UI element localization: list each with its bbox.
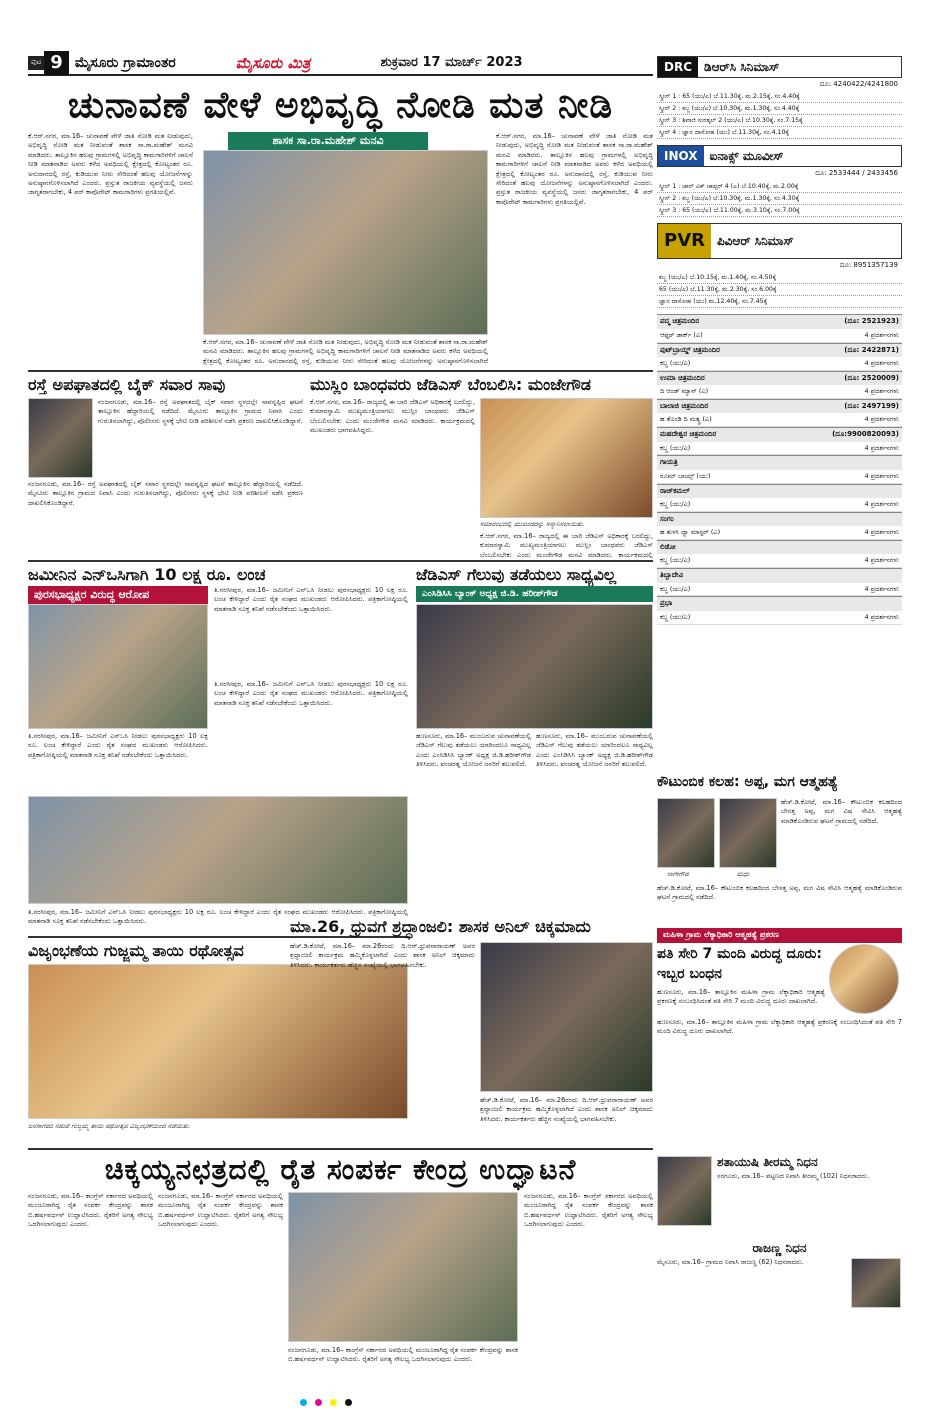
story8-photo — [288, 1192, 518, 1342]
theatre-name: ಪ್ರಭಾ — [657, 596, 902, 610]
section-title: ಮೈಸೂರು ಗ್ರಾಮಾಂತರ — [74, 54, 176, 71]
theatre-name: ಪದ್ಮ ಚಿತ್ರಮಂದಿರ (ದೂ: 2521923) — [657, 314, 902, 328]
event-photo — [28, 796, 408, 904]
screen-listing: ಕಬ್ಜ (ಯು/ಎ) ಬೆ.10.15ಕ್ಕೆ, ಮ.1.40ಕ್ಕೆ, ಸಂ.4.50ಕ್ಕೆ — [657, 272, 902, 284]
divider — [28, 370, 653, 372]
theatre-show: ರೂಮ್ ಬಾಯ್ಸ್ (ಯು) 4 ಪ್ರದರ್ಶನಗಳು — [657, 470, 902, 484]
screen-listing: ಸ್ಕ್ರೀನ್ 2 : ಕಬ್ಜ (ಯು/ಎ) ಬೆ.10.30ಕ್ಕೆ, ಮ.1.30ಕ್ಕೆ, ಸಂ.4.40ಕ್ಕೆ — [657, 103, 902, 115]
theatre-show: ಕಬ್ಜ (ಯು/ಎ) 4 ಪ್ರದರ್ಶನಗಳು — [657, 554, 902, 568]
story2-photo — [28, 398, 93, 478]
lead-body-left: ಕೆ.ಆರ್.ನಗರ, ಮಾ.16– ಚುನಾವಣೆ ವೇಳೆ ಜಾತಿ ನೋಡಿ ಮತ ನೀಡುವುದು, ಅಭಿವೃದ್ಧಿ ನೋಡಿ ಮತ ನೀಡುವಂತೆ ಶಾಸಕ ಸಾ.ರಾ.ಮಹೇಶ್ ಮನವಿ ಮಾಡಿದರು. ತಾಲ್ಲೂಕಿನ ಹಲವು ಗ್ರಾಮಗಳಲ್ಲಿ ಅಭಿವೃದ್ಧಿ ಕಾಮಗಾರಿಗಳಿಗೆ ಚಾಲನೆ ನೀಡಿ ಮಾತನಾಡಿದ ಅವರು ಕಳೆದ ಅವಧಿಯಲ್ಲಿ ಕ್ಷೇತ್ರದಲ್ಲಿ ಕೋಟ್ಯಂತರ ರೂ. ಅನುದಾನದಲ್ಲಿ ರಸ್ತೆ, ಕುಡಿಯುವ ನೀರು ಸೇರಿದಂತೆ ಹಲವು ಯೋಜನೆಗಳನ್ನು ಅನುಷ್ಠಾನಗೊಳಿಸಲಾಗಿದೆ ಎಂದರು. ಪ್ರಸ್ತುತ ರಾಜಕೀಯ ವ್ಯವಸ್ಥೆಯಲ್ಲಿ ಜನರು ಜಾಗೃತರಾಗಬೇಕು, 4 ಪರ್ ಕಾಪೊರೇಟ್ ಕಾಮಗಾರಿಗಳು ಪ್ರಗತಿಯಲ್ಲಿವೆ. — [28, 132, 193, 197]
story7-body: ಹೆಚ್.ಡಿ.ಕೋಟೆ, ಮಾ.16– ಮಾ.26ರಂದು ದಿ.ಆರ್.ಧ್ರುವನಾರಾಯಣ್ ಅವರ ಶ್ರದ್ಧಾಂಜಲಿ ಕಾರ್ಯಕ್ರಮ ಹಮ್ಮಿಕೊಳ್ಳಲಾಗಿದೆ ಎಂದು ಶಾಸಕ ಅನಿಲ್ ಚಿಕ್ಕಮಾದು ತಿಳಿಸಿದರು. ಕಾರ್ಯಕರ್ತರು ಹೆಚ್ಚಿನ ಸಂಖ್ಯೆಯಲ್ಲಿ ಭಾಗವಹಿಸಬೇಕು. — [290, 942, 475, 969]
lead-body-mid: ಕೆ.ಆರ್.ನಗರ, ಮಾ.16– ಚುನಾವಣೆ ವೇಳೆ ಜಾತಿ ನೋಡಿ ಮತ ನೀಡುವುದು, ಅಭಿವೃದ್ಧಿ ನೋಡಿ ಮತ ನೀಡುವಂತೆ ಶಾಸಕ ಸಾ.ರಾ.ಮಹೇಶ್ ಮನವಿ ಮಾಡಿದರು. ತಾಲ್ಲೂಕಿನ ಹಲವು ಗ್ರಾಮಗಳಲ್ಲಿ ಅಭಿವೃದ್ಧಿ ಕಾಮಗಾರಿಗಳಿಗೆ ಚಾಲನೆ ನೀಡಿ ಮಾತನಾಡಿದ ಅವರು ಕಳೆದ ಅವಧಿಯಲ್ಲಿ ಕ್ಷೇತ್ರದಲ್ಲಿ ಕೋಟ್ಯಂತರ ರೂ. ಅನುದಾನದಲ್ಲಿ ರಸ್ತೆ, ಕುಡಿಯುವ ನೀರು ಸೇರಿದಂತೆ ಹಲವು ಯೋಜನೆಗಳನ್ನು ಅನುಷ್ಠಾನಗೊಳಿಸಲಾಗಿದೆ — [203, 338, 488, 365]
theatre-show: ಹ ತೊಂಡಿ ದಿ ಮತ್ಯ್ರ (ಎ) 4 ಪ್ರದರ್ಶನಗಳು — [657, 413, 902, 427]
story6-headline: ವಿಜೃಂಭಣೆಯ ಗುಜ್ಜಮ್ಮ ತಾಯಿ ರಥೋತ್ಸವ — [28, 941, 244, 960]
cinema-block-pvr — [657, 223, 902, 259]
theatre-name: ಬಾಲಾಜಿ ಚಿತ್ರಮಂದಿರ (ದೂ: 2497199) — [657, 399, 902, 413]
screen-listing: ಸ್ಕ್ರೀನ್ 3 : ಶಿವಾಜಿ ಸುರತ್ಕಲ್ 2 (ಯು/ಎ) ಬೆ.10.30ಕ್ಕೆ, ಸಂ.7.15ಕ್ಕೆ — [657, 115, 902, 127]
right-column — [657, 52, 902, 625]
theatre-show: ದಿ ಆಂಡ್ ಮ್ಯಾನ್ (ಎ) 4 ಪ್ರದರ್ಶನಗಳು — [657, 385, 902, 399]
story8-body-2: ನಂಜನಗೂಡು, ಮಾ.16– ಕಾಂಗ್ರೆಸ್ ಸರ್ಕಾರದ ಅವಧಿಯಲ್ಲಿ ಮಂಜೂರಾಗಿದ್ದ ರೈತ ಸಂಪರ್ಕ ಕೇಂದ್ರವನ್ನು ಶಾಸಕ ಬಿ.ಹರ್ಷವರ್ಧನ್ ಉದ್ಘಾಟಿಸಿದರು. ರೈತರಿಗೆ ಅಗತ್ಯ ಸೌಲಭ್ಯ ಒದಗಿಸಲಾಗುವುದು ಎಂದರು. — [158, 1192, 283, 1229]
event-caption: ತಿ.ನರಸೀಪುರ, ಮಾ.16– ಜಮೀನಿಗೆ ಎನ್‌ಒಸಿ ನೀಡಲು ಪುರಸಭಾಧ್ಯಕ್ಷರು 10 ಲಕ್ಷ ರೂ. ಲಂಚ ಕೇಳಿದ್ದಾರೆ ಎಂದು ರೈತ ಸಂಘದ ಮುಖಂಡರು ಆರೋಪಿಸಿದರು. ಪತ್ರಿಕಾಗೋಷ್ಠಿಯಲ್ಲಿ ಮಾತನಾಡಿ ಸೂಕ್ತ ತನಿಖೆ ನಡೆಸಬೇಕೆಂದು ಒತ್ತಾಯಿಸಿದರು. — [28, 908, 408, 926]
theatre-name: ತಿಬ್ಬಾದೇವಿ — [657, 568, 902, 582]
cinema-block-drc — [657, 56, 902, 78]
story4-body-right: ತಿ.ನರಸೀಪುರ, ಮಾ.16– ಜಮೀನಿಗೆ ಎನ್‌ಒಸಿ ನೀಡಲು ಪುರಸಭಾಧ್ಯಕ್ಷರು 10 ಲಕ್ಷ ರೂ. ಲಂಚ ಕೇಳಿದ್ದಾರೆ ಎಂದು ರೈತ ಸಂಘದ ಮುಖಂಡರು ಆರೋಪಿಸಿದರು. ಪತ್ರಿಕಾಗೋಷ್ಠಿಯಲ್ಲಿ ಮಾತನಾಡಿ ಸೂಕ್ತ ತನಿಖೆ ನಡೆಸಬೇಕೆಂದು ಒತ್ತಾಯಿಸಿದರು. — [214, 586, 408, 613]
story5-body: ಹುಣಸೂರು, ಮಾ.16– ಮುಂಬರುವ ಚುನಾವಣೆಯಲ್ಲಿ ಜೆಡಿಎಸ್ ಗೆಲುವು ತಡೆಯಲು ಯಾರಿಂದಲೂ ಸಾಧ್ಯವಿಲ್ಲ ಎಂದು ಎಂಸಿಡಿಸಿಸಿ ಬ್ಯಾಂಕ್ ಅಧ್ಯಕ್ಷ ಜಿ.ಡಿ.ಹರೀಶ್‌ಗೌಡ ತಿಳಿಸಿದರು. ಪಂಚರತ್ನ ಯೋಜನೆ ಜನರಿಗೆ ತಲುಪಲಿದೆ. — [416, 732, 531, 769]
screen-listing: ಸ್ಕ್ರೀನ್ 1 : 65 (ಯು/ಎ) ಬೆ.11.30ಕ್ಕೆ, ಮ.2.15ಕ್ಕೆ, ಸಂ.4.40ಕ್ಕೆ — [657, 91, 902, 103]
theatre-show: ಕಬ್ಜ (ಯು/ಎ) 4 ಪ್ರದರ್ಶನಗಳು — [657, 498, 902, 512]
theatre-name: ಉಮಾ ಚಿತ್ರಮಂದಿರ (ದೂ: 2520009) — [657, 371, 902, 385]
story3-body-cont: ಕೆ.ಆರ್.ನಗರ, ಮಾ.16– ರಾಜ್ಯದಲ್ಲಿ ಈ ಬಾರಿ ಜೆಡಿಎಸ್ ಅಧಿಕಾರಕ್ಕೆ ಬರಲಿದ್ದು, ಕುಮಾರಸ್ವಾಮಿ ಮುಖ್ಯಮಂತ್ರಿಯಾಗಲು ಮುಸ್ಲಿಂ ಬಾಂಧವರು ಜೆಡಿಎಸ್ ಬೆಂಬಲಿಸಬೇಕು ಎಂದು ಮಂಜೇಗೌಡ ಮನವಿ ಮಾಡಿದರು. ಕಾರ್ಯಕ್ರಮದಲ್ಲಿ — [480, 532, 653, 558]
cinema-phone: ದೂ: 2533444 / 2433456 — [815, 169, 898, 178]
divider — [28, 560, 653, 562]
story6-caption: ಜನಸಾಗರದ ನಡುವೆ ಗುಜ್ಜಮ್ಮ ತಾಯಿ ರಥೋತ್ಸವ ವಿಜೃಂಭಣೆಯಿಂದ ನಡೆಯಿತು. — [28, 1122, 191, 1130]
portrait-left — [657, 798, 715, 868]
story5-body-cont: ಹುಣಸೂರು, ಮಾ.16– ಮುಂಬರುವ ಚುನಾವಣೆಯಲ್ಲಿ ಜೆಡಿಎಸ್ ಗೆಲುವು ತಡೆಯಲು ಯಾರಿಂದಲೂ ಸಾಧ್ಯವಿಲ್ಲ ಎಂದು ಎಂಸಿಡಿಸಿಸಿ ಬ್ಯಾಂಕ್ ಅಧ್ಯಕ್ಷ ಜಿ.ಡಿ.ಹರೀಶ್‌ಗೌಡ ತಿಳಿಸಿದರು. ಪಂಚರತ್ನ ಯೋಜನೆ ಜನರಿಗೆ ತಲುಪಲಿದೆ. — [536, 732, 653, 769]
obit1-photo — [657, 1156, 712, 1226]
drc-logo: DRC — [658, 57, 698, 77]
news-area — [28, 80, 653, 1410]
screen-listing: ಸ್ಕ್ರೀನ್ 4 : ಜ್ಞಾನ ದಾಸೋಹ (ಯು) ಬೆ.11.30ಕ್ಕೆ, ಸಂ.4.10ಕ್ಕೆ — [657, 127, 902, 139]
story3-body: ಕೆ.ಆರ್.ನಗರ, ಮಾ.16– ರಾಜ್ಯದಲ್ಲಿ ಈ ಬಾರಿ ಜೆಡಿಎಸ್ ಅಧಿಕಾರಕ್ಕೆ ಬರಲಿದ್ದು, ಕುಮಾರಸ್ವಾಮಿ ಮುಖ್ಯಮಂತ್ರಿಯಾಗಲು ಮುಸ್ಲಿಂ ಬಾಂಧವರು ಜೆಡಿಎಸ್ ಬೆಂಬಲಿಸಬೇಕು ಎಂದು ಮಂಜೇಗೌಡ ಮನವಿ ಮಾಡಿದರು. ಕಾರ್ಯಕ್ರಮದಲ್ಲಿ ಮುಖಂಡರು ಭಾಗವಹಿಸಿದ್ದರು. — [310, 398, 475, 435]
page-number: 9 — [44, 51, 69, 75]
theatre-show: ಹ ತುಳಸಿ ದ್ವಾ ಮಾಸ್ಟರ್ (ಎ) 4 ಪ್ರದರ್ಶನಗಳು — [657, 526, 902, 540]
lead-photo — [203, 150, 488, 335]
theatre-name: ಪುಟ್‌ಬ್ರಾಯ್ಡ್ ಚಿತ್ರಮಂದಿರ (ದೂ: 2422871) — [657, 343, 902, 357]
story2-body-cont: ನಂಜನಗೂಡು, ಮಾ.16– ರಸ್ತೆ ಅಪಘಾತದಲ್ಲಿ ಬೈಕ್ ಸವಾರ ಸ್ಥಳದಲ್ಲೇ ಸಾವನ್ನಪ್ಪಿದ ಘಟನೆ ತಾಲ್ಲೂಕಿನ ಹೆದ್ದಾರಿಯಲ್ಲಿ ನಡೆದಿದೆ. ಮೈಸೂರು ತಾಲ್ಲೂಕಿನ ಗ್ರಾಮದ ನಿವಾಸಿ ಎಂದು ಗುರುತಿಸಲಾಗಿದ್ದು, ಪೊಲೀಸರು ಸ್ಥಳಕ್ಕೆ ಭೇಟಿ ನೀಡಿ ಪರಿಶೀಲನೆ ನಡೆಸಿ ಪ್ರಕರಣ ದಾಖಲಿಸಿಕೊಂಡಿದ್ದಾರೆ. — [28, 480, 303, 507]
story8-body-3: ನಂಜನಗೂಡು, ಮಾ.16– ಕಾಂಗ್ರೆಸ್ ಸರ್ಕಾರದ ಅವಧಿಯಲ್ಲಿ ಮಂಜೂರಾಗಿದ್ದ ರೈತ ಸಂಪರ್ಕ ಕೇಂದ್ರವನ್ನು ಶಾಸಕ ಬಿ.ಹರ್ಷವರ್ಧನ್ ಉದ್ಘಾಟಿಸಿದರು. ರೈತರಿಗೆ ಅಗತ್ಯ ಸೌಲಭ್ಯ ಒದಗಿಸಲಾಗುವುದು ಎಂದರು. — [288, 1346, 518, 1364]
story4-body-cont: ತಿ.ನರಸೀಪುರ, ಮಾ.16– ಜಮೀನಿಗೆ ಎನ್‌ಒಸಿ ನೀಡಲು ಪುರಸಭಾಧ್ಯಕ್ಷರು 10 ಲಕ್ಷ ರೂ. ಲಂಚ ಕೇಳಿದ್ದಾರೆ ಎಂದು ರೈತ ಸಂಘದ ಮುಖಂಡರು ಆರೋಪಿಸಿದರು. ಪತ್ರಿಕಾಗೋಷ್ಠಿಯಲ್ಲಿ ಮಾತನಾಡಿ ಸೂಕ್ತ ತನಿಖೆ ನಡೆಸಬೇಕೆಂದು ಒತ್ತಾಯಿಸಿದರು. — [214, 680, 408, 707]
cinema-phone: ದೂ: 8951357139 — [839, 260, 898, 269]
cinema-title: ಡಿಆರ್‌ಸಿ ಸಿನಿಮಾಸ್ — [704, 59, 780, 74]
pvr-logo: PVR — [658, 224, 711, 258]
lead-body-right: ಕೆ.ಆರ್.ನಗರ, ಮಾ.16– ಚುನಾವಣೆ ವೇಳೆ ಜಾತಿ ನೋಡಿ ಮತ ನೀಡುವುದು, ಅಭಿವೃದ್ಧಿ ನೋಡಿ ಮತ ನೀಡುವಂತೆ ಶಾಸಕ ಸಾ.ರಾ.ಮಹೇಶ್ ಮನವಿ ಮಾಡಿದರು. ತಾಲ್ಲೂಕಿನ ಹಲವು ಗ್ರಾಮಗಳಲ್ಲಿ ಅಭಿವೃದ್ಧಿ ಕಾಮಗಾರಿಗಳಿಗೆ ಚಾಲನೆ ನೀಡಿ ಮಾತನಾಡಿದ ಅವರು ಕಳೆದ ಅವಧಿಯಲ್ಲಿ ಕ್ಷೇತ್ರದಲ್ಲಿ ಕೋಟ್ಯಂತರ ರೂ. ಅನುದಾನದಲ್ಲಿ ರಸ್ತೆ, ಕುಡಿಯುವ ನೀರು ಸೇರಿದಂತೆ ಹಲವು ಯೋಜನೆಗಳನ್ನು ಅನುಷ್ಠಾನಗೊಳಿಸಲಾಗಿದೆ ಎಂದರು. ಪ್ರಸ್ತುತ ರಾಜಕೀಯ ವ್ಯವಸ್ಥೆಯಲ್ಲಿ ಜನರು ಜಾಗೃತರಾಗಬೇಕು, 4 ಪರ್ ಕಾಪೊರೇಟ್ ಕಾಮಗಾರಿಗಳು ಪ್ರಗತಿಯಲ್ಲಿವೆ. — [496, 132, 653, 206]
screen-listing: 65 (ಯು/ಎ) ಬೆ.11.30ಕ್ಕೆ, ಮ.2.30ಕ್ಕೆ, ಸಂ.6.00ಕ್ಕೆ — [657, 284, 902, 296]
story10-portrait — [829, 944, 899, 1014]
story2-body: ನಂಜನಗೂಡು, ಮಾ.16– ರಸ್ತೆ ಅಪಘಾತದಲ್ಲಿ ಬೈಕ್ ಸವಾರ ಸ್ಥಳದಲ್ಲೇ ಸಾವನ್ನಪ್ಪಿದ ಘಟನೆ ತಾಲ್ಲೂಕಿನ ಹೆದ್ದಾರಿಯಲ್ಲಿ ನಡೆದಿದೆ. ಮೈಸೂರು ತಾಲ್ಲೂಕಿನ ಗ್ರಾಮದ ನಿವಾಸಿ ಎಂದು ಗುರುತಿಸಲಾಗಿದ್ದು, ಪೊಲೀಸರು ಸ್ಥಳಕ್ಕೆ ಭೇಟಿ ನೀಡಿ ಪರಿಶೀಲನೆ ನಡೆಸಿ ಪ್ರಕರಣ ದಾಖಲಿಸಿಕೊಂಡಿದ್ದಾರೆ. — [98, 398, 303, 425]
theatre-listings — [657, 314, 902, 624]
obit1-headline: ಶತಾಯುಷಿ ತೀರಮ್ಮ ನಿಧನ — [717, 1155, 818, 1169]
story5-headline: ಜೆಡಿಎಸ್ ಗೆಲುವು ತಡೆಯಲು ಸಾಧ್ಯವಿಲ್ಲ — [416, 565, 617, 584]
portrait-left-name: ನಾಗೇಗೌಡ — [667, 870, 689, 878]
story8-body-4: ನಂಜನಗೂಡು, ಮಾ.16– ಕಾಂಗ್ರೆಸ್ ಸರ್ಕಾರದ ಅವಧಿಯಲ್ಲಿ ಮಂಜೂರಾಗಿದ್ದ ರೈತ ಸಂಪರ್ಕ ಕೇಂದ್ರವನ್ನು ಶಾಸಕ ಬಿ.ಹರ್ಷವರ್ಧನ್ ಉದ್ಘಾಟಿಸಿದರು. ರೈತರಿಗೆ ಅಗತ್ಯ ಸೌಲಭ್ಯ ಒದಗಿಸಲಾಗುವುದು ಎಂದರು. — [524, 1192, 653, 1229]
story4-headline: ಜಮೀನಿನ ಎನ್‌ಒಸಿಗಾಗಿ 10 ಲಕ್ಷ ರೂ. ಲಂಚ — [28, 565, 266, 584]
story9-body: ಹೆಚ್.ಡಿ.ಕೋಟೆ, ಮಾ.16– ಕೌಟುಂಬಿಕ ಕಲಹದಿಂದ ಬೇಸತ್ತ ಅಪ್ಪ, ಮಗ ವಿಷ ಸೇವಿಸಿ ಆತ್ಮಹತ್ಯೆ ಮಾಡಿಕೊಂಡಿರುವ ಘಟನೆ ಗ್ರಾಮದಲ್ಲಿ ನಡೆದಿದೆ. — [781, 798, 902, 825]
portrait-right-name: ಮಧು — [737, 870, 750, 878]
obit2-body: ಮೈಸೂರು, ಮಾ.16– ಗ್ರಾಮದ ನಿವಾಸಿ ರಾಜಣ್ಣ (62) ನಿಧನರಾದರು. — [657, 1258, 804, 1266]
theatre-name: ಸಂಗಂ — [657, 512, 902, 526]
story9-headline: ಕೌಟುಂಬಿಕ ಕಲಹ: ಅಪ್ಪ, ಮಗ ಆತ್ಮಹತ್ಯೆ — [657, 774, 838, 790]
cinema-phone: ದೂ: 4240422/4241800 — [819, 80, 898, 88]
theatre-name: ರಾಜ್‌ಕಮಲ್ — [657, 484, 902, 498]
story7-body-cont: ಹೆಚ್.ಡಿ.ಕೋಟೆ, ಮಾ.16– ಮಾ.26ರಂದು ದಿ.ಆರ್.ಧ್ರುವನಾರಾಯಣ್ ಅವರ ಶ್ರದ್ಧಾಂಜಲಿ ಕಾರ್ಯಕ್ರಮ ಹಮ್ಮಿಕೊಳ್ಳಲಾಗಿದೆ ಎಂದು ಶಾಸಕ ಅನಿಲ್ ಚಿಕ್ಕಮಾದು ತಿಳಿಸಿದರು. ಕಾರ್ಯಕರ್ತರು ಹೆಚ್ಚಿನ ಸಂಖ್ಯೆಯಲ್ಲಿ ಭಾಗವಹಿಸಬೇಕು. — [480, 1096, 653, 1123]
obit2-headline: ರಾಜಣ್ಣ ನಿಧನ — [752, 1241, 807, 1255]
story7-headline: ಮಾ.26, ಧ್ರುವಗೆ ಶ್ರದ್ಧಾಂಜಲಿ: ಶಾಸಕ ಅನಿಲ್ ಚಿಕ್ಕಮಾದು — [290, 917, 591, 936]
story10-kicker: ಮಹಿಳಾ ಗ್ರಾಮ ಲೆಕ್ಕಾಧಿಕಾರಿ ಆತ್ಮಹತ್ಯೆ ಪ್ರಕರಣ — [657, 928, 902, 943]
screen-listing: ಸ್ಕ್ರೀನ್ 3 : 65 (ಯು/ಎ) ಬೆ.11.00ಕ್ಕೆ, ಮ.3.10ಕ್ಕೆ, ಸಂ.7.00ಕ್ಕೆ — [657, 205, 902, 217]
screen-listing: ಸ್ಕ್ರೀನ್ 2 : ಕಬ್ಜ (ಯು/ಎ) ಬೆ.10.30ಕ್ಕೆ, ಮ.1.30ಕ್ಕೆ, ಸಂ.4.30ಕ್ಕೆ — [657, 193, 902, 205]
story8-body: ನಂಜನಗೂಡು, ಮಾ.16– ಕಾಂಗ್ರೆಸ್ ಸರ್ಕಾರದ ಅವಧಿಯಲ್ಲಿ ಮಂಜೂರಾಗಿದ್ದ ರೈತ ಸಂಪರ್ಕ ಕೇಂದ್ರವನ್ನು ಶಾಸಕ ಬಿ.ಹರ್ಷವರ್ಧನ್ ಉದ್ಘಾಟಿಸಿದರು. ರೈತರಿಗೆ ಅಗತ್ಯ ಸೌಲಭ್ಯ ಒದಗಿಸಲಾಗುವುದು ಎಂದರು. — [28, 1192, 153, 1229]
portrait-right — [719, 798, 777, 868]
theatre-show: ಕಬ್ಜ (ಯು/ಎ) 4 ಪ್ರದರ್ಶನಗಳು — [657, 611, 902, 625]
obit2-photo — [851, 1258, 901, 1308]
cinema-block-inox — [657, 145, 902, 167]
story3-photo — [480, 398, 653, 518]
story7-photo — [480, 942, 653, 1092]
story3-headline: ಮುಸ್ಲಿಂ ಬಾಂಧವರು ಜೆಡಿಎಸ್ ಬೆಂಬಲಿಸಿ: ಮಂಜೇಗೌಡ — [310, 375, 592, 394]
story10-body-cont: ಹುಣಸೂರು, ಮಾ.16– ತಾಲ್ಲೂಕಿನ ಮಹಿಳಾ ಗ್ರಾಮ ಲೆಕ್ಕಾಧಿಕಾರಿ ಆತ್ಮಹತ್ಯೆ ಪ್ರಕರಣಕ್ಕೆ ಸಂಬಂಧಿಸಿದಂತೆ ಪತಿ ಸೇರಿ 7 ಮಂದಿ ವಿರುದ್ಧ ದೂರು ದಾಖಲಾಗಿದೆ. — [657, 1018, 902, 1036]
obit1-body: ಸರಗೂರು, ಮಾ.16– ಪಟ್ಟಣದ ನಿವಾಸಿ ತೀರಮ್ಮ (102) ನಿಧನರಾದರು. — [717, 1172, 870, 1180]
divider — [28, 1148, 653, 1150]
theatre-show: ಆಫ್ಟರ್ ಡಾರ್ಕ್ (ಎ) 4 ಪ್ರದರ್ಶನಗಳು — [657, 329, 902, 343]
black-mark — [345, 1399, 352, 1406]
story4-body: ತಿ.ನರಸೀಪುರ, ಮಾ.16– ಜಮೀನಿಗೆ ಎನ್‌ಒಸಿ ನೀಡಲು ಪುರಸಭಾಧ್ಯಕ್ಷರು 10 ಲಕ್ಷ ರೂ. ಲಂಚ ಕೇಳಿದ್ದಾರೆ ಎಂದು ರೈತ ಸಂಘದ ಮುಖಂಡರು ಆರೋಪಿಸಿದರು. ಪತ್ರಿಕಾಗೋಷ್ಠಿಯಲ್ಲಿ ಮಾತನಾಡಿ ಸೂಕ್ತ ತನಿಖೆ ನಡೆಸಬೇಕೆಂದು ಒತ್ತಾಯಿಸಿದರು. — [28, 732, 208, 759]
theatre-show: ಕಬ್ಜ (ಯು/ಎ) 4 ಪ್ರದರ್ಶನಗಳು — [657, 583, 902, 597]
issue-date: ಶುಕ್ರವಾರ 17 ಮಾರ್ಚ್ 2023 — [380, 55, 523, 71]
story4-photo — [28, 604, 208, 729]
screen-listing: ಸ್ಕ್ರೀನ್ 1 : ಜಾನ್ ವಿಕ್ ಚಾಪ್ಟರ್ 4 (ಎ) ಬೆ.10.40ಕ್ಕೆ, ಮ.2.00ಕ್ಕೆ — [657, 181, 902, 193]
screen-listing: ಜ್ಞಾನ ದಾಸೋಹ (ಯು) ಮ.12.40ಕ್ಕೆ, ಸಂ.7.45ಕ್ಕೆ — [657, 296, 902, 308]
cinema-title: ಪಿವಿಆರ್ ಸಿನಿಮಾಸ್ — [716, 233, 794, 248]
story3-caption: ಸಮಾರಂಭದಲ್ಲಿ ಮುಖಂಡರನ್ನು ಸನ್ಮಾನಿಸಲಾಯಿತು. — [480, 520, 585, 528]
page-tag: ಪುಟ — [28, 56, 44, 69]
page-header — [28, 52, 653, 76]
story9-body-cont: ಹೆಚ್.ಡಿ.ಕೋಟೆ, ಮಾ.16– ಕೌಟುಂಬಿಕ ಕಲಹದಿಂದ ಬೇಸತ್ತ ಅಪ್ಪ, ಮಗ ವಿಷ ಸೇವಿಸಿ ಆತ್ಮಹತ್ಯೆ ಮಾಡಿಕೊಂಡಿರುವ ಘಟನೆ ಗ್ರಾಮದಲ್ಲಿ ನಡೆದಿದೆ. — [657, 884, 902, 902]
print-color-marks — [300, 1399, 352, 1406]
cinema-title: ಐನಾಕ್ಸ್ ಮೂವೀಸ್ — [709, 149, 784, 164]
story10-body: ಹುಣಸೂರು, ಮಾ.16– ತಾಲ್ಲೂಕಿನ ಮಹಿಳಾ ಗ್ರಾಮ ಲೆಕ್ಕಾಧಿಕಾರಿ ಆತ್ಮಹತ್ಯೆ ಪ್ರಕರಣಕ್ಕೆ ಸಂಬಂಧಿಸಿದಂತೆ ಪತಿ ಸೇರಿ 7 ಮಂದಿ ವಿರುದ್ಧ ದೂರು ದಾಖಲಾಗಿದೆ. — [657, 988, 825, 1006]
story10-headline: ಪತಿ ಸೇರಿ 7 ಮಂದಿ ವಿರುದ್ಧ ದೂರು: ಇಬ್ಬರ ಬಂಧನ — [657, 946, 822, 982]
yellow-mark — [330, 1399, 337, 1406]
lead-kicker: ಶಾಸಕ ಸಾ.ರಾ.ಮಹೇಶ್ ಮನವಿ — [228, 132, 428, 151]
theatre-name: ಮಹದೇಶ್ವರ ಚಿತ್ರಮಂದಿರ (ದೂ:9900820093) — [657, 427, 902, 441]
theatre-show: ಕಬ್ಜ (ಯು/ಎ) 4 ಪ್ರದರ್ಶನಗಳು — [657, 357, 902, 371]
masthead-logo: ಮೈಸೂರು ಮಿತ್ರ — [235, 53, 311, 72]
lead-headline: ಚುನಾವಣೆ ವೇಳೆ ಅಭಿವೃದ್ಧಿ ನೋಡಿ ಮತ ನೀಡಿ — [67, 85, 614, 126]
story5-kicker: ಎಂಸಿಡಿಸಿಸಿ ಬ್ಯಾಂಕ್ ಅಧ್ಯಕ್ಷ ಜಿ.ಡಿ. ಹರೀಶ್‌ಗೌಡ — [416, 586, 653, 602]
right-briefs — [657, 772, 902, 1412]
cyan-mark — [300, 1399, 307, 1406]
theatre-name: ಗಾಯತ್ರಿ — [657, 455, 902, 469]
theatre-show: ಕಬ್ಜ (ಯು/ಎ) 4 ಪ್ರದರ್ಶನಗಳು — [657, 442, 902, 456]
theatre-name: ಲಿಡೋ — [657, 540, 902, 554]
story2-headline: ರಸ್ತೆ ಅಪಘಾತದಲ್ಲಿ ಬೈಕ್ ಸವಾರ ಸಾವು — [28, 375, 226, 394]
magenta-mark — [315, 1399, 322, 1406]
inox-logo: INOX — [658, 146, 704, 166]
story5-photo — [416, 604, 653, 729]
story8-headline: ಚಿಕ್ಕಯ್ಯನಛತ್ರದಲ್ಲಿ ರೈತ ಸಂಪರ್ಕ ಕೇಂದ್ರ ಉದ್ಘಾಟನೆ — [104, 1153, 577, 1186]
story4-kicker: ಪುರಸಭಾಧ್ಯಕ್ಷರ ವಿರುದ್ಧ ಆರೋಪ — [28, 586, 208, 605]
